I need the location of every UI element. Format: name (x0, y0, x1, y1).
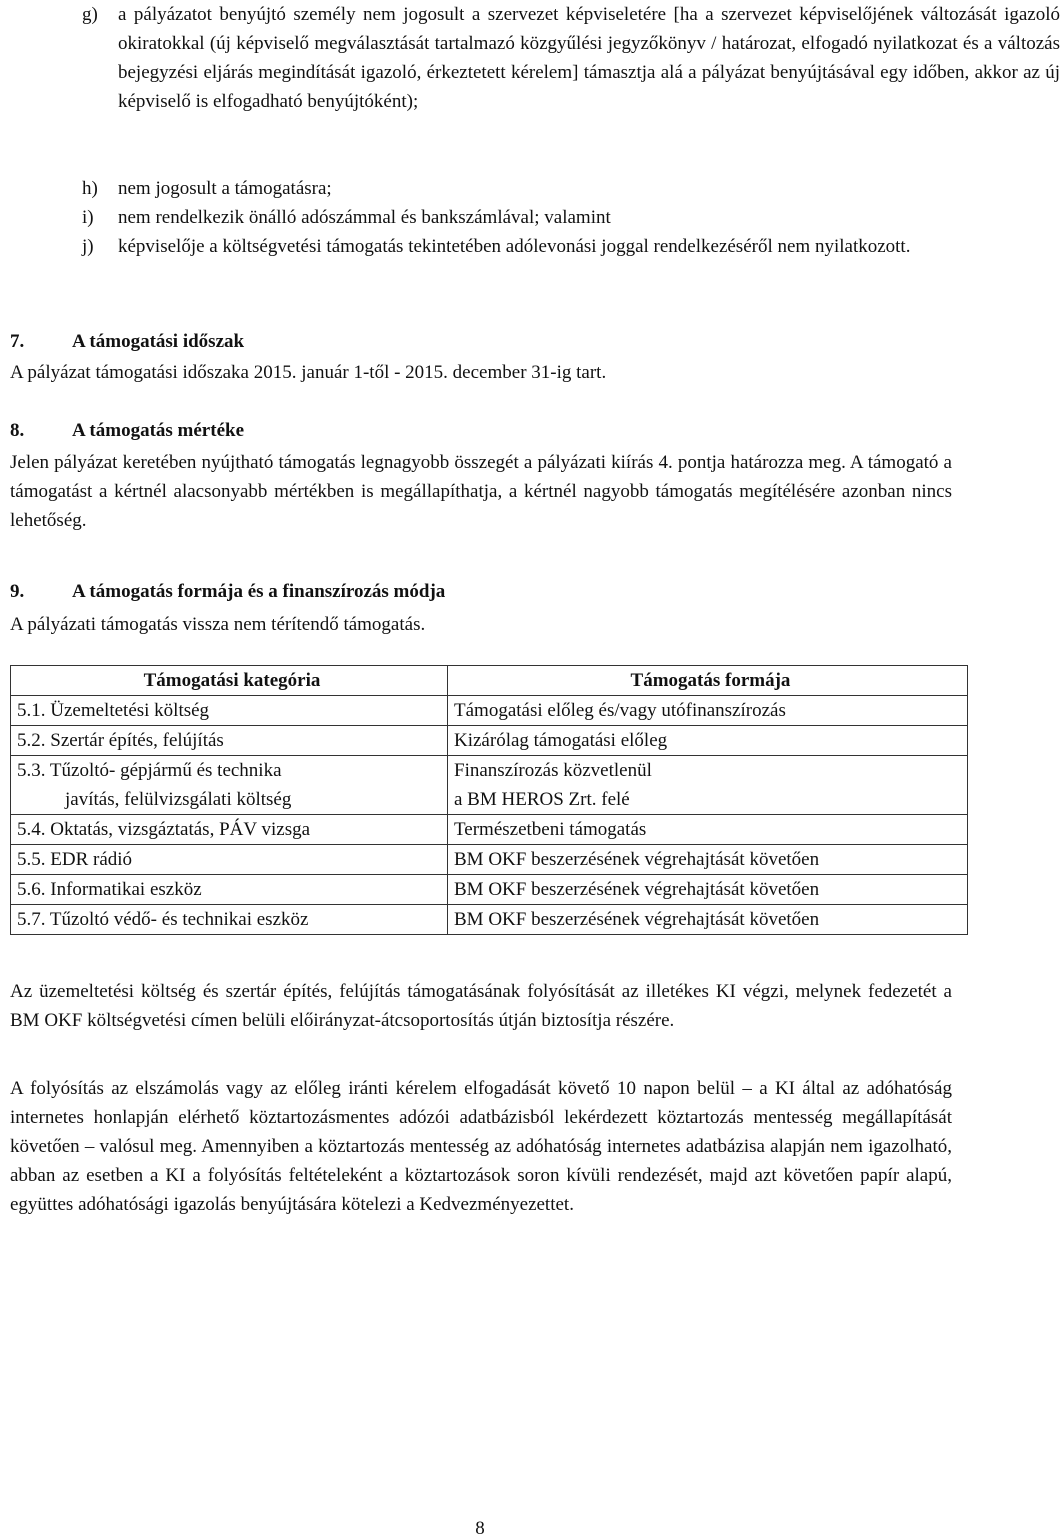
disbursement-paragraph: A folyósítás az elszámolás vagy az előleg iránti kérelem elfogadását követő 10 napon belül – a KI által az adóhatóság internetes honlapján elérhető köztartozásmentes adózói adatbázisból lekérdezett köztartozás mentesség megállapítását követően – valósul meg. Amennyiben a köztartozás mentesség az adóhatóság internetes adatbázisa alapján nem igazolható, abban az esetben a KI a folyósítás feltételeként a köztartozások soron kívüli rendezését, majd azt követően papír alapú, együttes adóhatósági igazolás benyújtására kötelezi a Kedvezményezettet. (10, 1078, 952, 1215)
support-table (10, 665, 968, 935)
table-cell-form: BM OKF beszerzésének végrehajtását követően (448, 875, 968, 905)
section-title: A támogatás formája és a finanszírozás módja (72, 581, 446, 602)
table-cell-form: BM OKF beszerzésének végrehajtását követően (448, 845, 968, 875)
table-cell-form: Finanszírozás közvetlenül a BM HEROS Zrt. felé (448, 756, 968, 815)
table-header-category: Támogatási kategória (11, 666, 448, 696)
table-cell-form: Természetbeni támogatás (448, 815, 968, 845)
section-title: A támogatási időszak (72, 331, 245, 352)
table-cell-form: Támogatási előleg és/vagy utófinanszírozás (448, 696, 968, 726)
table-cell-category: 5.2. Szertár építés, felújítás (11, 726, 448, 756)
section-9-body: A pályázati támogatás vissza nem térítendő támogatás. (10, 614, 426, 635)
list-item-i (10, 203, 1060, 232)
section-number: 9. (10, 581, 25, 602)
table-row (11, 845, 968, 875)
page-number: 8 (475, 1518, 485, 1539)
funding-paragraph: Az üzemeltetési költség és szertár építés, felújítás támogatásának folyósítását az illetékes KI végzi, melynek fedezetét a BM OKF költségvetési címen belüli előirányzat-átcsoportosítás útján biztosítja részére. (10, 981, 952, 1031)
table-row (11, 905, 968, 935)
table-header-form: Támogatás formája (448, 666, 968, 696)
table-row (11, 875, 968, 905)
table-row (11, 815, 968, 845)
list-marker: g) (82, 4, 98, 25)
table-row (11, 696, 968, 726)
table-cell-category: 5.6. Informatikai eszköz (11, 875, 448, 905)
table-row (11, 726, 968, 756)
section-7-heading (10, 327, 244, 356)
section-7-body: A pályázat támogatási időszaka 2015. január 1-től - 2015. december 31-ig tart. (10, 362, 607, 383)
list-text: képviselője a költségvetési támogatás tekintetében adólevonási joggal rendelkezéséről nem nyilatkozott. (118, 236, 911, 257)
list-item-h (10, 174, 1060, 203)
list-marker: j) (82, 236, 94, 257)
list-text: nem rendelkezik önálló adószámmal és bankszámlával; valamint (118, 207, 611, 228)
list-marker: h) (82, 178, 98, 199)
table-cell-category: 5.5. EDR rádió (11, 845, 448, 875)
table-cell-form: BM OKF beszerzésének végrehajtását követően (448, 905, 968, 935)
section-number: 7. (10, 331, 25, 352)
section-number: 8. (10, 420, 25, 441)
list-text: nem jogosult a támogatásra; (118, 178, 332, 199)
table-cell-category: 5.7. Tűzoltó védő- és technikai eszköz (11, 905, 448, 935)
section-8-body: Jelen pályázat keretében nyújtható támogatás legnagyobb összegét a pályázati kiírás 4. pontja határozza meg. A támogató a támogatást a kértnél alacsonyabb mértékben is megállapíthatja, a kértnél nagyobb támogatás megítélésére azonban nincs lehetőség. (10, 452, 952, 531)
list-item-g (10, 0, 1060, 116)
section-title: A támogatás mértéke (72, 420, 245, 441)
table-cell-category: 5.3. Tűzoltó- gépjármű és technika javítás, felülvizsgálati költség (11, 756, 448, 815)
table-cell-form: Kizárólag támogatási előleg (448, 726, 968, 756)
list-marker: i) (82, 207, 94, 228)
section-8-heading (10, 416, 244, 445)
table-cell-category: 5.1. Üzemeltetési költség (11, 696, 448, 726)
section-9-heading (10, 577, 445, 606)
table-row (11, 756, 968, 815)
table-cell-category: 5.4. Oktatás, vizsgáztatás, PÁV vizsga (11, 815, 448, 845)
list-item-j (10, 232, 1060, 261)
table-header-row (11, 666, 968, 696)
list-text: a pályázatot benyújtó személy nem jogosult a szervezet képviseletére [ha a szervezet képviselőjének változását igazoló okiratokkal (új képviselő megválasztását tartalmazó közgyűlési jegyzőkönyv / határozat, elfogadó nyilatkozat és a változás bejegyzési eljárás megindítását igazoló, érkeztetett kérelem] támasztja alá a pályázat benyújtásával egy időben, akkor az új képviselő is elfogadható benyújtóként); (118, 4, 1060, 112)
